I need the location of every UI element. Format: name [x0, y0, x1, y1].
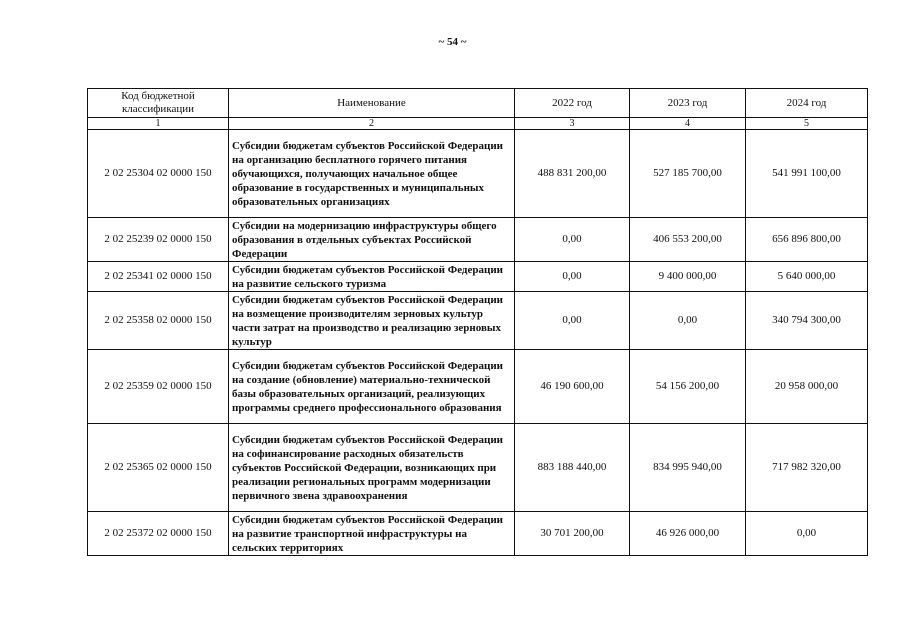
amount-2024: 717 982 320,00 — [746, 424, 868, 512]
amount-2024: 20 958 000,00 — [746, 350, 868, 424]
budget-code: 2 02 25239 02 0000 150 — [88, 218, 229, 262]
amount-2024: 5 640 000,00 — [746, 262, 868, 292]
item-name: Субсидии на модернизацию инфраструктуры общего образования в отдельных субъектах Российской Федерации — [229, 218, 515, 262]
budget-code: 2 02 25372 02 0000 150 — [88, 512, 229, 556]
header-2024: 2024 год — [746, 89, 868, 118]
amount-2023: 0,00 — [630, 292, 746, 350]
amount-2024: 656 896 800,00 — [746, 218, 868, 262]
page-number: ~ 54 ~ — [438, 36, 467, 48]
table-row — [88, 292, 868, 350]
amount-2022: 30 701 200,00 — [515, 512, 630, 556]
item-name: Субсидии бюджетам субъектов Российской Федерации на организацию бесплатного горячего питания обучающихся, получающих начальное общее образование в государственных и муниципальных образовательных организациях — [229, 130, 515, 218]
amount-2022: 488 831 200,00 — [515, 130, 630, 218]
amount-2022: 46 190 600,00 — [515, 350, 630, 424]
column-number: 3 — [515, 118, 630, 130]
amount-2023: 46 926 000,00 — [630, 512, 746, 556]
budget-table — [87, 88, 868, 556]
header-2022: 2022 год — [515, 89, 630, 118]
table-row — [88, 512, 868, 556]
budget-code: 2 02 25365 02 0000 150 — [88, 424, 229, 512]
table-row — [88, 130, 868, 218]
amount-2024: 340 794 300,00 — [746, 292, 868, 350]
item-name: Субсидии бюджетам субъектов Российской Федерации на софинансирование расходных обязательств субъектов Российской Федерации, возникающих при реализации региональных программ модернизации первичного звена здравоохранения — [229, 424, 515, 512]
table-row — [88, 350, 868, 424]
column-number: 5 — [746, 118, 868, 130]
amount-2023: 406 553 200,00 — [630, 218, 746, 262]
table-row — [88, 218, 868, 262]
column-number: 2 — [229, 118, 515, 130]
column-number: 1 — [88, 118, 229, 130]
item-name: Субсидии бюджетам субъектов Российской Федерации на возмещение производителям зерновых культур части затрат на производство и реализацию зерновых культур — [229, 292, 515, 350]
item-name: Субсидии бюджетам субъектов Российской Федерации на создание (обновление) материально-технической базы образовательных организаций, реализующих программы среднего профессионального образования — [229, 350, 515, 424]
amount-2024: 0,00 — [746, 512, 868, 556]
table-row — [88, 424, 868, 512]
amount-2024: 541 991 100,00 — [746, 130, 868, 218]
amount-2023: 54 156 200,00 — [630, 350, 746, 424]
table-row — [88, 262, 868, 292]
budget-code: 2 02 25359 02 0000 150 — [88, 350, 229, 424]
amount-2022: 0,00 — [515, 262, 630, 292]
amount-2023: 527 185 700,00 — [630, 130, 746, 218]
header-2023: 2023 год — [630, 89, 746, 118]
header-name: Наименование — [229, 89, 515, 118]
amount-2023: 834 995 940,00 — [630, 424, 746, 512]
amount-2022: 0,00 — [515, 292, 630, 350]
table-header-row — [88, 89, 868, 118]
amount-2022: 883 188 440,00 — [515, 424, 630, 512]
amount-2022: 0,00 — [515, 218, 630, 262]
item-name: Субсидии бюджетам субъектов Российской Федерации на развитие сельского туризма — [229, 262, 515, 292]
item-name: Субсидии бюджетам субъектов Российской Федерации на развитие транспортной инфраструктуры на сельских территориях — [229, 512, 515, 556]
column-number-row — [88, 118, 868, 130]
header-code: Код бюджетной классификации — [88, 89, 229, 118]
budget-code: 2 02 25358 02 0000 150 — [88, 292, 229, 350]
budget-code: 2 02 25304 02 0000 150 — [88, 130, 229, 218]
budget-code: 2 02 25341 02 0000 150 — [88, 262, 229, 292]
amount-2023: 9 400 000,00 — [630, 262, 746, 292]
column-number: 4 — [630, 118, 746, 130]
